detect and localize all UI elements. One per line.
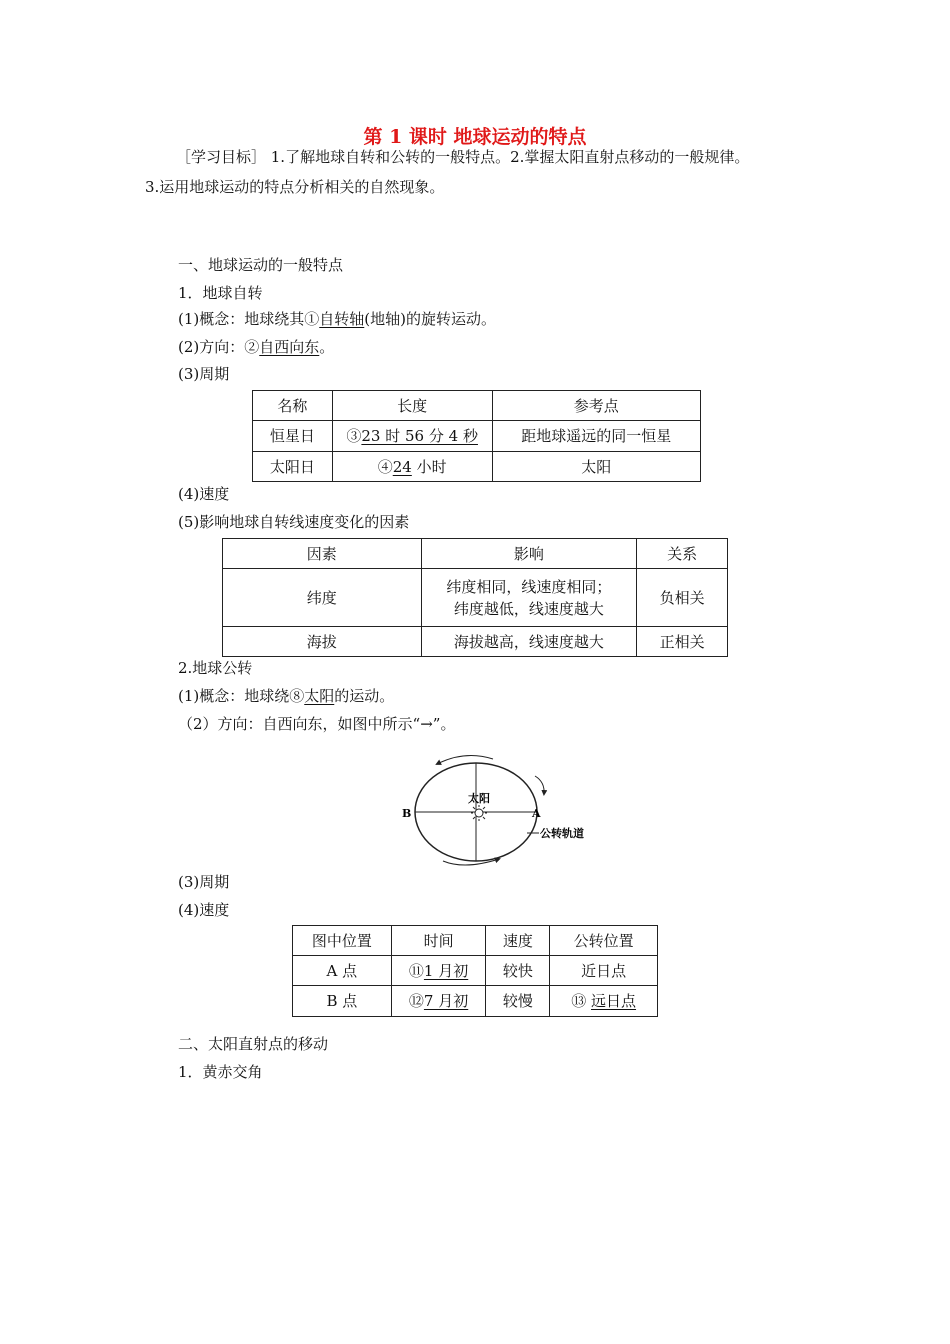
orbit-speed-table <box>292 925 658 1017</box>
table-cell <box>332 452 492 482</box>
revolution-speed-label: (4)速度 <box>178 901 230 919</box>
revolution-heading: 2.地球公转 <box>178 659 253 677</box>
table-cell: 海拔越高，线速度越大 <box>421 627 637 657</box>
orbit-diagram <box>395 752 595 872</box>
plain-text: 近日点 <box>581 961 627 980</box>
orbit-label: 公转轨道 <box>540 827 584 840</box>
sun-label: 太阳 <box>468 792 490 805</box>
revolution-concept-answer: 太阳 <box>304 687 335 705</box>
effect-line: 纬度越低，线速度越大 <box>453 599 604 618</box>
revolution-concept <box>178 685 394 706</box>
table-row <box>293 956 658 986</box>
table-header: 公转位置 <box>550 926 658 956</box>
rotation-concept-answer: 自转轴 <box>319 310 365 328</box>
rotation-direction-pre: (2)方向：② <box>178 338 260 356</box>
answer-number: ⑪ <box>408 961 424 980</box>
rotation-concept-pre: (1)概念：地球绕其① <box>178 310 320 328</box>
table-cell: 正相关 <box>637 627 728 657</box>
table-cell <box>550 956 658 986</box>
table-cell: B 点 <box>293 986 392 1017</box>
table-cell: 海拔 <box>223 627 422 657</box>
rotation-concept-post: (地轴)的旋转运动。 <box>364 310 496 328</box>
answer-suffix: 小时 <box>411 457 447 476</box>
table-cell <box>421 569 637 627</box>
table-header: 速度 <box>486 926 550 956</box>
answer-text: 远日点 <box>591 992 637 1010</box>
section2-heading: 二、太阳直射点的移动 <box>178 1035 329 1053</box>
revolution-concept-pre: (1)概念：地球绕⑧ <box>178 687 305 705</box>
table-header: 时间 <box>391 926 486 956</box>
rotation-direction-answer: 自西向东 <box>259 338 320 356</box>
revolution-direction: （2）方向：自西向东，如图中所示“→”。 <box>178 715 456 733</box>
answer-text: 7 月初 <box>423 992 469 1010</box>
table-header: 参考点 <box>492 391 701 421</box>
effect-line: 纬度相同，线速度相同； <box>446 577 612 596</box>
point-b-label: B <box>402 807 412 820</box>
section2-sub1: 1．黄赤交角 <box>178 1063 263 1081</box>
table-cell: 太阳日 <box>253 452 333 482</box>
answer-number: ⑬ <box>571 992 592 1010</box>
table-cell: 太阳 <box>492 452 701 482</box>
table-cell: 恒星日 <box>253 421 333 452</box>
table-row <box>293 986 658 1017</box>
point-a-label: A <box>532 807 541 820</box>
revolution-concept-post: 的运动。 <box>334 687 395 705</box>
page-title: 第 1 课时 地球运动的特点 <box>363 126 587 148</box>
answer-text: 1 月初 <box>423 961 469 980</box>
rotation-speed-label: (4)速度 <box>178 485 230 503</box>
table-cell: 负相关 <box>637 569 728 627</box>
table-header: 长度 <box>332 391 492 421</box>
answer-text: 23 时 56 分 4 秒 <box>361 427 478 445</box>
orbit-diagram-svg <box>395 752 595 868</box>
table-header: 图中位置 <box>293 926 392 956</box>
section1-heading: 一、地球运动的一般特点 <box>178 256 344 274</box>
objectives-line1: ［学习目标］ 1.了解地球自转和公转的一般特点。2.掌握太阳直射点移动的一般规律。 <box>176 148 750 166</box>
table-header: 影响 <box>421 539 637 569</box>
answer-number: ⑫ <box>408 992 424 1010</box>
table-cell: A 点 <box>293 956 392 986</box>
revolution-period-label: (3)周期 <box>178 873 230 891</box>
table-cell: 较快 <box>486 956 550 986</box>
table-cell <box>391 986 486 1017</box>
table-row <box>223 569 728 627</box>
answer-text: 24 <box>392 457 412 476</box>
direction-arrow-right <box>535 776 544 794</box>
table-header: 关系 <box>637 539 728 569</box>
answer-number: ③ <box>346 427 362 445</box>
table-cell: 纬度 <box>223 569 422 627</box>
rotation-heading: 1．地球自转 <box>178 284 263 302</box>
table-cell: 较慢 <box>486 986 550 1017</box>
table-cell <box>550 986 658 1017</box>
table-cell <box>391 956 486 986</box>
table-header: 因素 <box>223 539 422 569</box>
rotation-period-table <box>252 390 701 482</box>
sun-icon <box>471 805 487 821</box>
table-cell: 距地球遥远的同一恒星 <box>492 421 701 452</box>
objectives-line2: 3.运用地球运动的特点分析相关的自然现象。 <box>145 178 445 196</box>
rotation-period-label: (3)周期 <box>178 365 230 383</box>
table-cell <box>332 421 492 452</box>
table-row <box>223 627 728 657</box>
answer-number: ④ <box>377 457 393 476</box>
rotation-concept <box>178 308 496 329</box>
rotation-direction <box>178 336 334 357</box>
table-header: 名称 <box>253 391 333 421</box>
table-row <box>253 421 701 452</box>
rotation-factors-label: (5)影响地球自转线速度变化的因素 <box>178 513 410 531</box>
rotation-direction-post: 。 <box>319 338 335 356</box>
rotation-factors-table <box>222 538 728 657</box>
table-row <box>253 452 701 482</box>
